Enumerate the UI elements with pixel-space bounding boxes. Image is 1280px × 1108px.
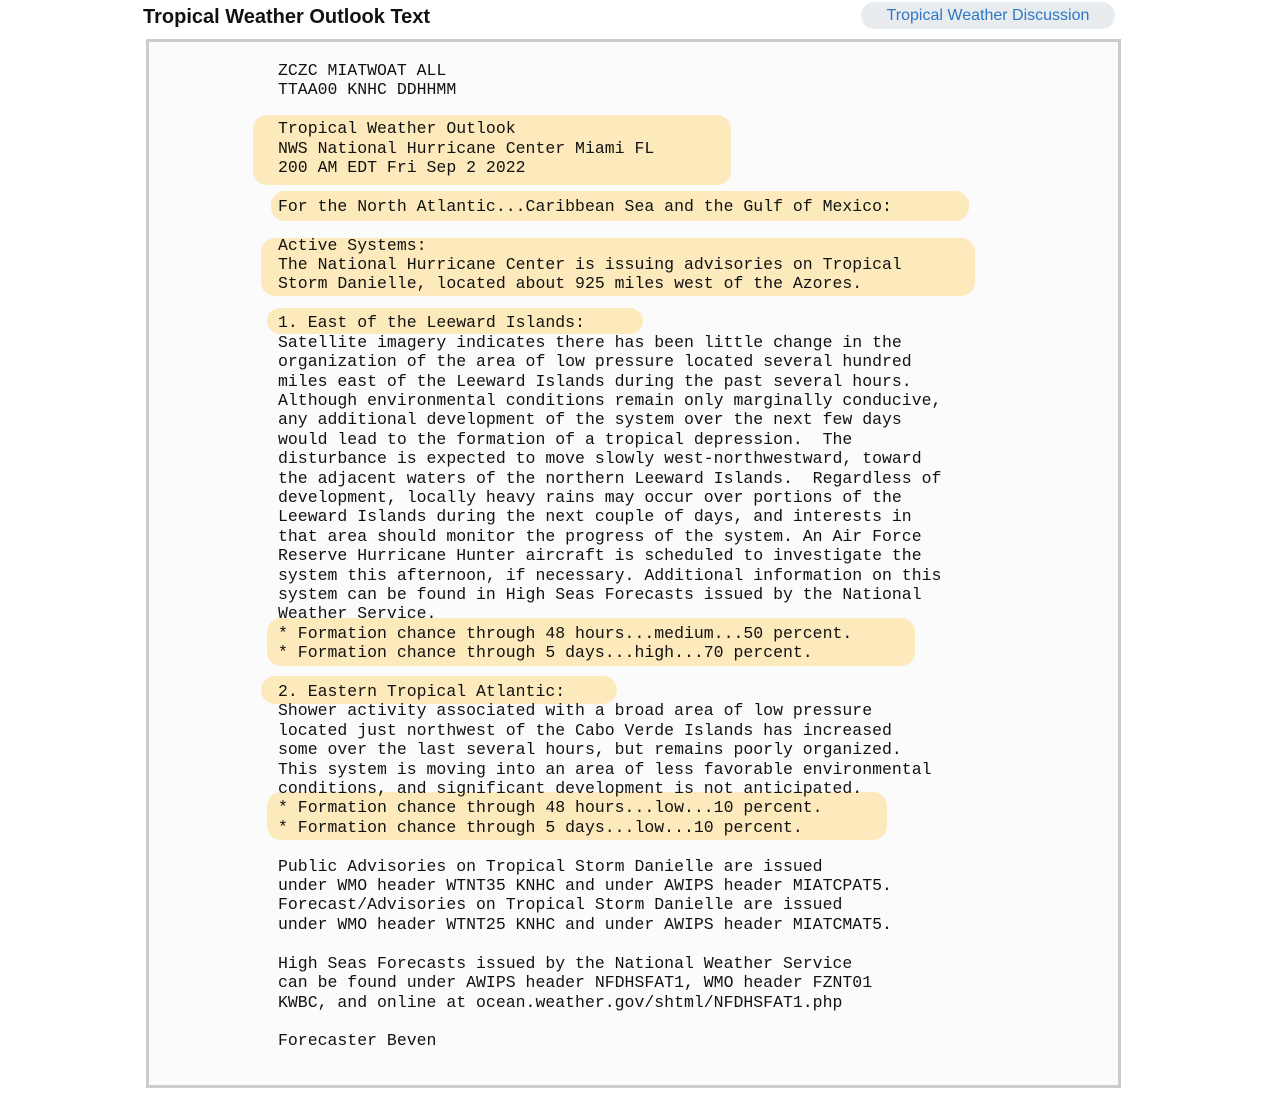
outlook-bulletin-text bbox=[278, 61, 941, 1051]
bulletin-line: conditions, and significant development is not anticipated. bbox=[278, 779, 863, 799]
bulletin-line: The National Hurricane Center is issuing advisories on Tropical bbox=[278, 255, 902, 275]
bulletin-line: Reserve Hurricane Hunter aircraft is scheduled to investigate the bbox=[278, 546, 922, 566]
bulletin-line: under WMO header WTNT25 KNHC and under AWIPS header MIATCMAT5. bbox=[278, 914, 892, 934]
bulletin-line: miles east of the Leeward Islands during the past several hours. bbox=[278, 371, 912, 391]
bulletin-line: system can be found in High Seas Forecasts issued by the National bbox=[278, 584, 922, 604]
bulletin-line: KWBC, and online at ocean.weather.gov/shtml/NFDHSFAT1.php bbox=[278, 992, 843, 1012]
bulletin-line: 200 AM EDT Fri Sep 2 2022 bbox=[278, 158, 526, 178]
bulletin-line: 1. East of the Leeward Islands: bbox=[278, 313, 585, 333]
bulletin-line: Tropical Weather Outlook bbox=[278, 119, 516, 139]
bulletin-line: This system is moving into an area of less favorable environmental bbox=[278, 759, 932, 779]
bulletin-line: ZCZC MIATWOAT ALL bbox=[278, 61, 447, 80]
bulletin-line: Weather Service. bbox=[278, 604, 437, 624]
bulletin-line: would lead to the formation of a tropical depression. The bbox=[278, 429, 853, 449]
bulletin-line: * Formation chance through 5 days...low...10 percent. bbox=[278, 817, 803, 837]
tropical-weather-discussion-button[interactable]: Tropical Weather Discussion bbox=[861, 2, 1115, 29]
bulletin-line: High Seas Forecasts issued by the National Weather Service bbox=[278, 953, 853, 973]
bulletin-line: Forecast/Advisories on Tropical Storm Danielle are issued bbox=[278, 895, 843, 915]
bulletin-line: Satellite imagery indicates there has been little change in the bbox=[278, 332, 902, 352]
bulletin-line: For the North Atlantic...Caribbean Sea and the Gulf of Mexico: bbox=[278, 196, 892, 216]
bulletin-line: Although environmental conditions remain only marginally conducive, bbox=[278, 390, 942, 410]
bulletin-line: * Formation chance through 48 hours...medium...50 percent. bbox=[278, 623, 853, 643]
bulletin-line: * Formation chance through 48 hours...low...10 percent. bbox=[278, 798, 823, 818]
bulletin-line: Public Advisories on Tropical Storm Danielle are issued bbox=[278, 856, 823, 876]
bulletin-line: located just northwest of the Cabo Verde Islands has increased bbox=[278, 720, 892, 740]
bulletin-line: disturbance is expected to move slowly west-northwestward, toward bbox=[278, 449, 922, 469]
bulletin-line: Leeward Islands during the next couple of days, and interests in bbox=[278, 507, 912, 527]
bulletin-line: Storm Danielle, located about 925 miles west of the Azores. bbox=[278, 274, 863, 294]
bulletin-line: NWS National Hurricane Center Miami FL bbox=[278, 138, 655, 158]
bulletin-line: * Formation chance through 5 days...high...70 percent. bbox=[278, 643, 813, 663]
bulletin-line: Forecaster Beven bbox=[278, 1031, 437, 1051]
bulletin-line: development, locally heavy rains may occur over portions of the bbox=[278, 487, 902, 507]
bulletin-line: Shower activity associated with a broad area of low pressure bbox=[278, 701, 873, 721]
page-title: Tropical Weather Outlook Text bbox=[143, 6, 431, 28]
bulletin-line: can be found under AWIPS header NFDHSFAT1, WMO header FZNT01 bbox=[278, 973, 873, 993]
outlook-text-box bbox=[146, 39, 1121, 1088]
bulletin-line: the adjacent waters of the northern Leeward Islands. Regardless of bbox=[278, 468, 942, 488]
bulletin-line: TTAA00 KNHC DDHHMM bbox=[278, 80, 457, 100]
bulletin-line: under WMO header WTNT35 KNHC and under AWIPS header MIATCPAT5. bbox=[278, 876, 892, 896]
bulletin-line: organization of the area of low pressure located several hundred bbox=[278, 352, 912, 372]
bulletin-line: that area should monitor the progress of the system. An Air Force bbox=[278, 526, 922, 546]
bulletin-line: some over the last several hours, but remains poorly organized. bbox=[278, 740, 902, 760]
bulletin-line: system this afternoon, if necessary. Additional information on this bbox=[278, 565, 942, 585]
bulletin-line: Active Systems: bbox=[278, 235, 427, 255]
bulletin-line: any additional development of the system over the next few days bbox=[278, 410, 902, 430]
bulletin-line: 2. Eastern Tropical Atlantic: bbox=[278, 682, 566, 701]
